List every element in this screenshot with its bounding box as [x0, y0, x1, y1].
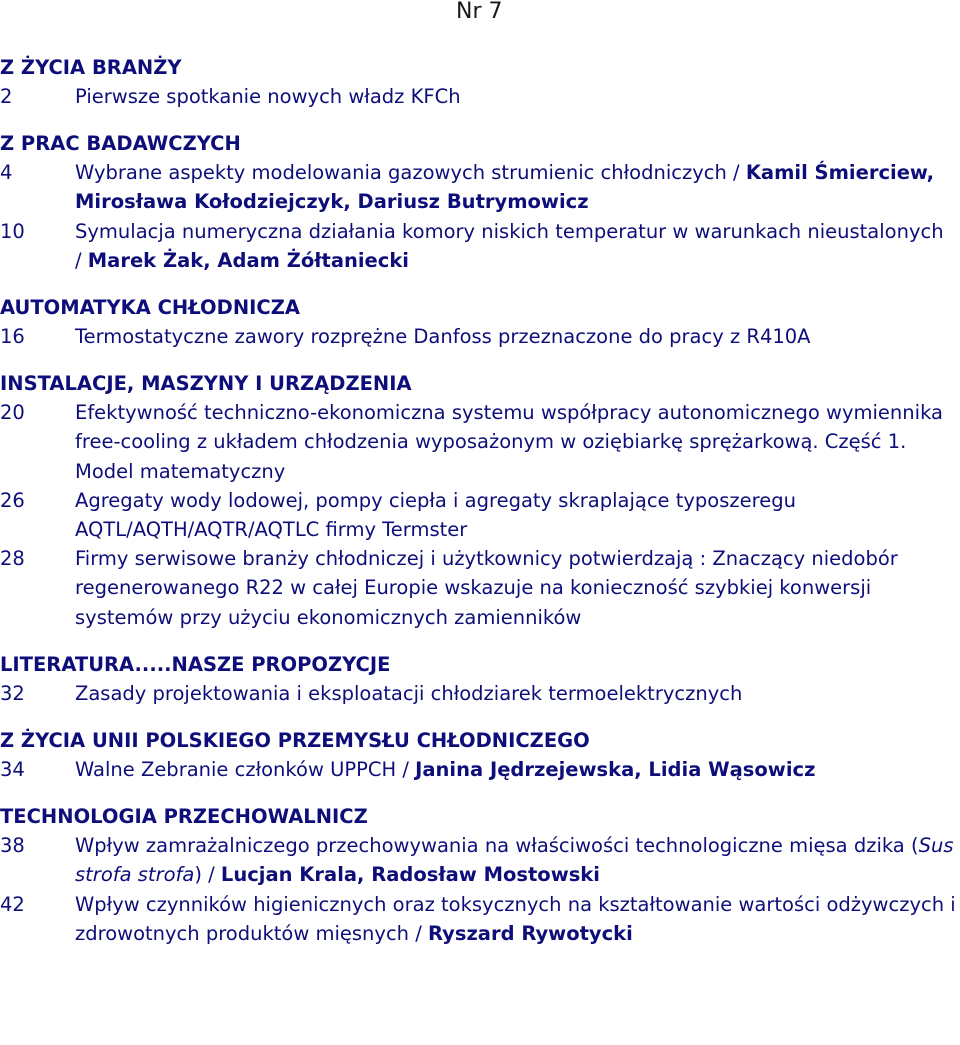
entry-title: Efektywność techniczno-ekonomiczna systemu współpracy autonomicznego wymiennika free-cooling z układem chłodzenia wyposażonym w oziębiarkę sprężarkową. Część 1. Model matematyczny	[75, 401, 943, 483]
entry-authors: Marek Żak, Adam Żółtaniecki	[87, 248, 409, 272]
entry-authors: Lucjan Krala, Radosław Mostowski	[220, 863, 600, 887]
page-number: 10	[0, 219, 25, 243]
toc-entry[interactable]	[0, 158, 960, 216]
entry-text	[75, 322, 960, 351]
section-z-prac-badawczych	[0, 130, 960, 275]
section-technologia	[0, 803, 960, 948]
page-number: 42	[0, 892, 25, 916]
table-of-contents	[0, 54, 960, 967]
page-number: 4	[0, 161, 13, 185]
section-title: Z PRAC BADAWCZYCH	[0, 132, 241, 156]
toc-entry[interactable]	[0, 544, 960, 632]
entry-title: Firmy serwisowe branży chłodniczej i użytkownicy potwierdzają : Znaczący niedobór regenerowanego R22 w całej Europie wskazuje na konieczność szybkiej konwersji systemów przy użyciu ekonomicznych zamienników	[75, 547, 898, 629]
section-z-zycia-branzy	[0, 54, 960, 111]
entry-text	[75, 544, 960, 632]
toc-entry[interactable]	[0, 217, 960, 275]
entry-title: Symulacja numeryczna działania komory niskich temperatur w warunkach nieustalonych /	[75, 219, 944, 272]
section-title: Z ŻYCIA UNII POLSKIEGO PRZEMYSŁU CHŁODNICZEGO	[0, 729, 590, 753]
toc-entry[interactable]	[0, 398, 960, 486]
entry-text	[75, 831, 960, 889]
page-number: 26	[0, 488, 25, 512]
entry-title: Wybrane aspekty modelowania gazowych strumienic chłodniczych /	[75, 161, 746, 185]
toc-entry[interactable]	[0, 322, 960, 351]
entry-text	[75, 679, 960, 708]
entry-authors: Janina Jędrzejewska, Lidia Wąsowicz	[415, 758, 816, 782]
entry-authors: Ryszard Rywotycki	[428, 921, 633, 945]
page-number: 20	[0, 401, 25, 425]
toc-entry[interactable]	[0, 831, 960, 889]
section-title: LITERATURA.....NASZE PROPOZYCJE	[0, 652, 391, 676]
entry-title: Agregaty wody lodowej, pompy ciepła i agregaty skraplające typoszeregu AQTL/AQTH/AQTR/AQTLC firmy Termster	[75, 488, 796, 542]
entry-text	[75, 890, 960, 948]
section-automatyka-chlodnicza	[0, 294, 960, 351]
entry-title: Wpływ czynników higienicznych oraz toksycznych na kształtowanie wartości odżywczych i zdrowotnych produktów mięsnych /	[75, 892, 956, 945]
entry-title: Pierwsze spotkanie nowych władz KFCh	[75, 85, 461, 108]
entry-text	[75, 755, 960, 784]
section-title: AUTOMATYKA CHŁODNICZA	[0, 296, 300, 320]
entry-title: Zasady projektowania i eksploatacji chłodziarek termoelektrycznych	[75, 681, 743, 705]
issue-number: Nr 7	[456, 0, 503, 24]
page-number: 38	[0, 834, 25, 858]
toc-entry[interactable]	[0, 486, 960, 544]
section-title: INSTALACJE, MASZYNY I URZĄDZENIA	[0, 372, 412, 396]
entry-text	[75, 486, 960, 544]
entry-title: Walne Zebranie członków UPPCH /	[75, 758, 416, 782]
entry-title: Wpływ zamrażalniczego przechowywania na właściwości technologiczne mięsa dzika (	[75, 834, 919, 858]
toc-entry[interactable]	[0, 679, 960, 708]
page-number: 16	[0, 325, 25, 349]
toc-entry[interactable]	[0, 755, 960, 784]
entry-authors: Kamil Śmierciew, Mirosława Kołodziejczyk, Dariusz Butrymowicz	[75, 161, 935, 214]
page-number: 28	[0, 547, 25, 571]
toc-entry[interactable]	[0, 82, 960, 111]
section-title: Z ŻYCIA BRANŻY	[0, 56, 182, 79]
entry-title: Termostatyczne zawory rozprężne Danfoss przeznaczone do pracy z R410A	[75, 325, 811, 349]
page-number: 32	[0, 681, 25, 705]
page-number: 2	[0, 85, 13, 108]
entry-text	[75, 398, 960, 486]
entry-text	[75, 82, 960, 111]
section-instalacje-maszyny	[0, 370, 960, 632]
entry-title-italic: Sus strofa strofa	[75, 834, 954, 887]
section-z-zycia-unii	[0, 727, 960, 784]
entry-text	[75, 217, 960, 275]
section-literatura	[0, 651, 960, 708]
page-number: 34	[0, 758, 25, 782]
section-title: TECHNOLOGIA PRZECHOWALNICZ	[0, 805, 368, 829]
entry-text	[75, 158, 960, 216]
entry-title-suffix: ) /	[194, 863, 221, 887]
toc-entry[interactable]	[0, 890, 960, 948]
